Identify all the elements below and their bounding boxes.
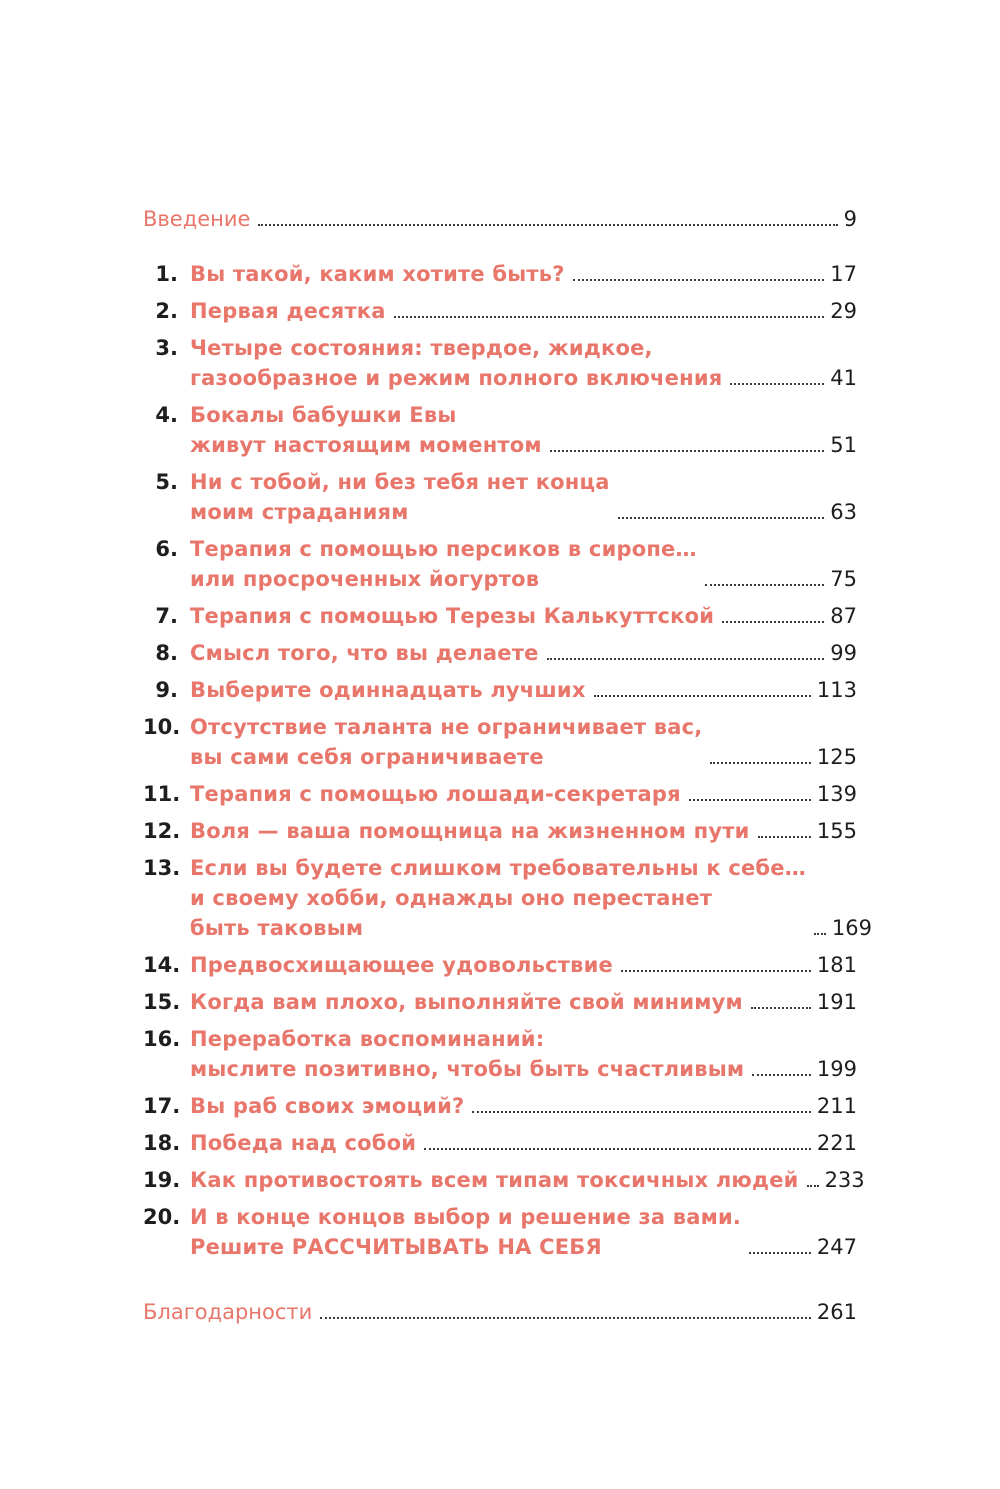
- chapter-number: 9.: [155, 678, 178, 702]
- chapter-title: [190, 950, 613, 980]
- chapter-title-line: газообразное и режим полного включения: [190, 366, 723, 390]
- dot-leader: [749, 1252, 811, 1254]
- chapter-number: 11.: [143, 782, 181, 806]
- toc-entry-chapter[interactable]: [143, 816, 857, 846]
- toc-entry-intro[interactable]: [143, 200, 857, 234]
- dot-leader: [550, 450, 825, 452]
- dot-leader: [258, 224, 837, 226]
- chapter-page-number: 211: [816, 1094, 857, 1118]
- chapter-entry-body: [190, 601, 857, 631]
- chapter-title-line: Отсутствие таланта не ограничивает вас,: [190, 715, 703, 739]
- chapter-title-line: Когда вам плохо, выполняйте свой минимум: [190, 990, 743, 1014]
- toc-entry-chapter[interactable]: [143, 1091, 857, 1121]
- dot-leader: [424, 1148, 811, 1150]
- toc-entry-chapter[interactable]: [143, 400, 857, 460]
- dot-leader: [705, 584, 825, 586]
- chapter-number: 5.: [155, 470, 178, 494]
- chapter-entry-body: [190, 675, 857, 705]
- chapter-title-line: Четыре состояния: твердое, жидкое,: [190, 336, 653, 360]
- acknowledgements-title: Благодарности: [143, 1300, 313, 1324]
- acknowledgements-page-number: 261: [816, 1300, 857, 1324]
- chapter-page-number: 139: [816, 782, 857, 806]
- chapter-number: 18.: [143, 1131, 181, 1155]
- chapter-page-number: 233: [824, 1168, 865, 1192]
- chapter-entry-body: [190, 467, 857, 527]
- chapter-title: [190, 1202, 741, 1262]
- chapter-number: 13.: [143, 856, 181, 880]
- dot-leader: [710, 762, 810, 764]
- dot-leader: [547, 658, 825, 660]
- chapter-title-line: вы сами себя ограничиваете: [190, 745, 544, 769]
- chapter-title-line: или просроченных йогуртов: [190, 567, 540, 591]
- chapter-title-line: Победа над собой: [190, 1131, 417, 1155]
- chapter-title: [190, 853, 806, 943]
- chapter-title-line: Терапия с помощью персиков в сиропе…: [190, 537, 697, 561]
- toc-entry-acknowledgements[interactable]: [143, 1293, 857, 1327]
- chapter-title: [190, 296, 386, 326]
- chapter-title: [190, 1091, 464, 1121]
- chapter-title-line: Решите РАССЧИТЫВАТЬ НА СЕБЯ: [190, 1235, 602, 1259]
- chapter-title-line: И в конце концов выбор и решение за вами.: [190, 1205, 742, 1229]
- chapter-title: [190, 1128, 416, 1158]
- chapter-number: 7.: [155, 604, 178, 628]
- chapter-title-line: Терапия с помощью Терезы Калькуттской: [190, 604, 715, 628]
- chapter-title-line: Ни с тобой, ни без тебя нет конца: [190, 470, 610, 494]
- chapter-page-number: 99: [830, 641, 857, 665]
- chapter-title: [190, 259, 565, 289]
- spacer: [143, 1269, 857, 1293]
- chapter-page-number: 181: [816, 953, 857, 977]
- dot-leader: [730, 383, 824, 385]
- chapter-entry-body: [190, 1165, 865, 1195]
- chapter-number: 16.: [143, 1027, 181, 1051]
- dot-leader: [722, 621, 824, 623]
- chapter-number: 8.: [155, 641, 178, 665]
- chapter-title-line: живут настоящим моментом: [190, 433, 542, 457]
- toc-entry-chapter[interactable]: [143, 1165, 865, 1195]
- chapter-number: 17.: [143, 1094, 181, 1118]
- chapter-title-line: Первая десятка: [190, 299, 386, 323]
- chapter-entry-body: [190, 534, 857, 594]
- toc-entry-chapter[interactable]: [143, 987, 857, 1017]
- chapter-title: [190, 816, 750, 846]
- chapter-title: [190, 467, 610, 527]
- chapter-entry-body: [190, 259, 857, 289]
- chapter-page-number: 41: [830, 366, 857, 390]
- chapter-title: [190, 333, 722, 393]
- toc-entry-chapter[interactable]: [143, 712, 857, 772]
- chapter-title: [190, 1024, 744, 1084]
- toc-entry-chapter[interactable]: [143, 950, 857, 980]
- chapter-page-number: 199: [816, 1057, 857, 1081]
- dot-leader: [751, 1007, 811, 1009]
- chapter-title: [190, 779, 681, 809]
- chapter-entry-body: [190, 712, 857, 772]
- chapter-number: 19.: [143, 1168, 181, 1192]
- dot-leader: [320, 1317, 811, 1319]
- chapter-title-line: Вы такой, каким хотите быть?: [190, 262, 565, 286]
- chapter-entry-body: [190, 1024, 857, 1084]
- dot-leader: [394, 316, 825, 318]
- chapter-title: [190, 712, 702, 772]
- chapter-page-number: 63: [830, 500, 857, 524]
- toc-entry-chapter[interactable]: [143, 638, 857, 668]
- chapter-list: [143, 259, 873, 1262]
- chapter-title-line: Терапия с помощью лошади-секретаря: [190, 782, 681, 806]
- toc-entry-chapter[interactable]: [143, 259, 857, 289]
- chapter-page-number: 169: [831, 916, 873, 940]
- toc-entry-chapter[interactable]: [143, 853, 873, 943]
- chapter-entry-body: [190, 333, 857, 393]
- chapter-entry-body: [190, 638, 857, 668]
- chapter-page-number: 247: [816, 1235, 857, 1259]
- chapter-number: 2.: [155, 299, 178, 323]
- spacer: [143, 234, 857, 259]
- chapter-title-line: Вы раб своих эмоций?: [190, 1094, 465, 1118]
- dot-leader: [807, 1185, 819, 1187]
- chapter-title-line: мыслите позитивно, чтобы быть счастливым: [190, 1057, 745, 1081]
- chapter-entry-body: [190, 950, 857, 980]
- chapter-title-line: Бокалы бабушки Евы: [190, 403, 457, 427]
- chapter-title-line: Воля — ваша помощница на жизненном пути: [190, 819, 750, 843]
- chapter-entry-body: [190, 400, 857, 460]
- chapter-title-line: моим страданиям: [190, 500, 409, 524]
- chapter-title-line: Как противостоять всем типам токсичных людей: [190, 1168, 799, 1192]
- toc-entry-chapter[interactable]: [143, 601, 857, 631]
- dot-leader: [758, 836, 811, 838]
- chapter-title: [190, 534, 697, 594]
- chapter-entry-body: [190, 1202, 857, 1262]
- dot-leader: [689, 799, 811, 801]
- chapter-page-number: 29: [830, 299, 857, 323]
- chapter-number: 14.: [143, 953, 181, 977]
- toc-entry-chapter[interactable]: [143, 467, 857, 527]
- chapter-title-line: Если вы будете слишком требовательны к себе…: [190, 856, 806, 880]
- chapter-page-number: 191: [816, 990, 857, 1014]
- chapter-title: [190, 638, 539, 668]
- dot-leader: [752, 1074, 811, 1076]
- chapter-title-line: и своему хобби, однажды оно перестанет: [190, 886, 713, 910]
- toc-entry-chapter[interactable]: [143, 675, 857, 705]
- chapter-page-number: 155: [816, 819, 857, 843]
- chapter-title-line: быть таковым: [190, 916, 364, 940]
- toc-entry-chapter[interactable]: [143, 534, 857, 594]
- chapter-page-number: 17: [830, 262, 857, 286]
- chapter-title-line: Смысл того, что вы делаете: [190, 641, 539, 665]
- chapter-number: 3.: [155, 336, 178, 360]
- chapter-number: 20.: [143, 1205, 181, 1229]
- chapter-title: [190, 987, 743, 1017]
- toc-entry-chapter[interactable]: [143, 1024, 857, 1084]
- intro-page-number: 9: [843, 207, 857, 231]
- dot-leader: [814, 933, 826, 935]
- chapter-title-line: Выберите одиннадцать лучших: [190, 678, 586, 702]
- chapter-number: 6.: [155, 537, 178, 561]
- chapter-entry-body: [190, 296, 857, 326]
- toc-entry-chapter[interactable]: [143, 1128, 857, 1158]
- chapter-title: [190, 1165, 799, 1195]
- chapter-entry-body: [190, 779, 857, 809]
- chapter-entry-body: [190, 987, 857, 1017]
- chapter-entry-body: [190, 816, 857, 846]
- chapter-title-line: Предвосхищающее удовольствие: [190, 953, 613, 977]
- dot-leader: [594, 695, 811, 697]
- dot-leader: [573, 279, 825, 281]
- chapter-title-line: Переработка воспоминаний:: [190, 1027, 545, 1051]
- chapter-entry-body: [190, 1128, 857, 1158]
- chapter-title: [190, 400, 542, 460]
- chapter-number: 12.: [143, 819, 181, 843]
- dot-leader: [618, 517, 825, 519]
- chapter-page-number: 221: [816, 1131, 857, 1155]
- dot-leader: [472, 1111, 810, 1113]
- chapter-page-number: 51: [830, 433, 857, 457]
- dot-leader: [621, 970, 811, 972]
- chapter-page-number: 87: [830, 604, 857, 628]
- chapter-entry-body: [190, 1091, 857, 1121]
- toc-entry-chapter[interactable]: [143, 1202, 857, 1262]
- chapter-page-number: 113: [816, 678, 857, 702]
- chapter-page-number: 75: [830, 567, 857, 591]
- table-of-contents: [143, 200, 873, 1327]
- chapter-number: 10.: [143, 715, 181, 739]
- intro-title: Введение: [143, 207, 251, 231]
- toc-entry-chapter[interactable]: [143, 296, 857, 326]
- chapter-number: 4.: [155, 403, 178, 427]
- chapter-entry-body: [190, 853, 872, 943]
- toc-entry-chapter[interactable]: [143, 333, 857, 393]
- toc-entry-chapter[interactable]: [143, 779, 857, 809]
- chapter-page-number: 125: [816, 745, 857, 769]
- chapter-number: 1.: [155, 262, 178, 286]
- chapter-number: 15.: [143, 990, 181, 1014]
- chapter-title: [190, 601, 714, 631]
- chapter-title: [190, 675, 586, 705]
